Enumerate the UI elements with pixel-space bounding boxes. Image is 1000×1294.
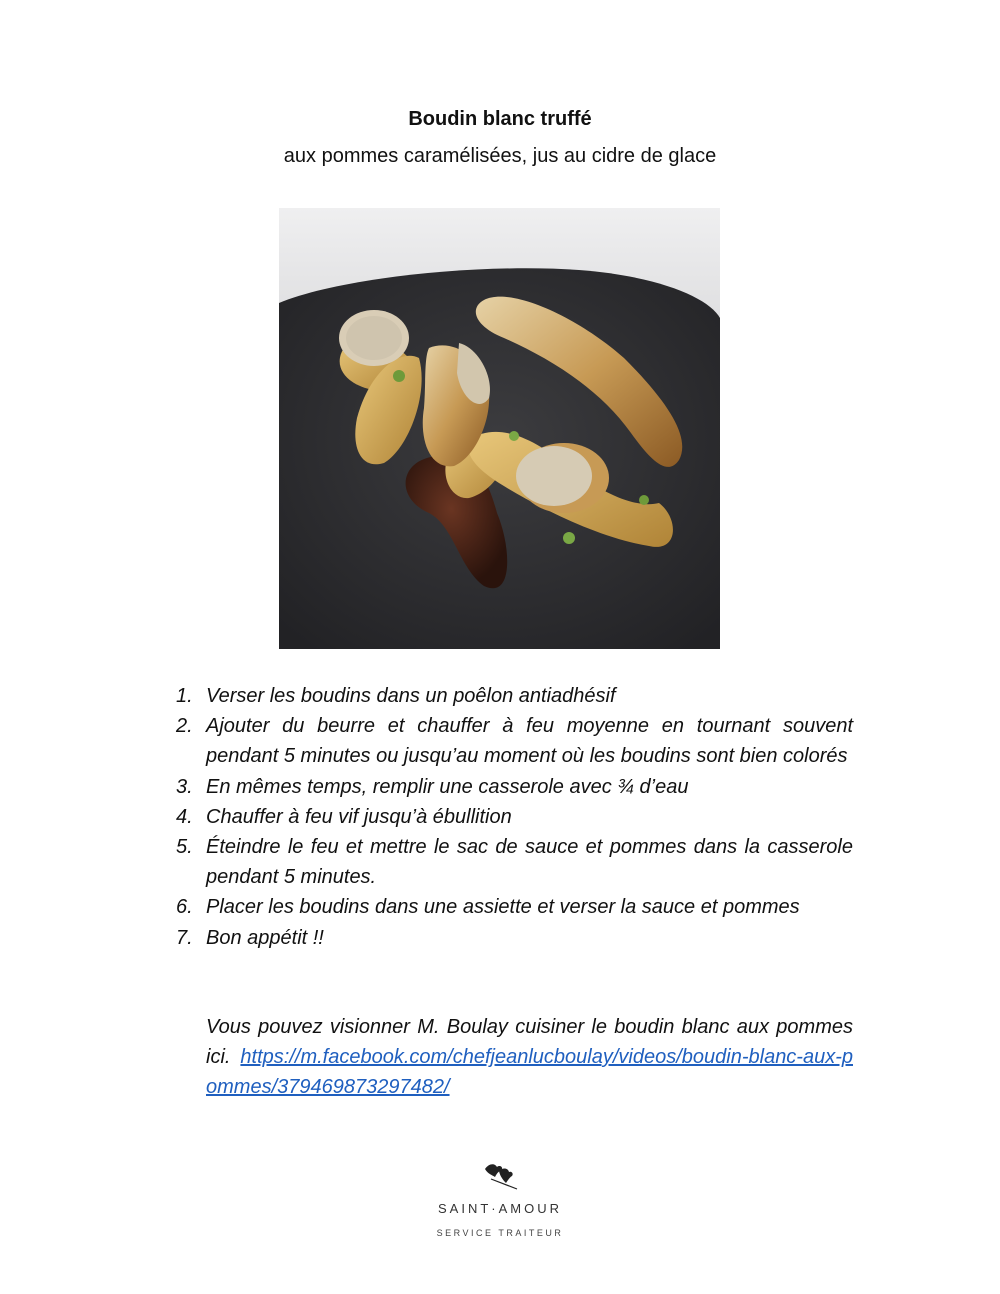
step-text: Chauffer à feu vif jusqu’à ébullition — [206, 805, 512, 828]
video-note — [206, 1012, 853, 1103]
step-item — [176, 711, 853, 771]
step-text: Bon appétit !! — [206, 926, 324, 949]
step-text: Placer les boudins dans une assiette et verser la sauce et pommes — [206, 896, 800, 919]
recipe-steps — [176, 681, 853, 953]
step-text: Ajouter du beurre et chauffer à feu moyenne en tournant souvent pendant 5 minutes ou jusqu’au moment où les boudins sont bien colorés — [206, 715, 853, 768]
step-item — [176, 802, 853, 832]
recipe-subtitle: aux pommes caramélisées, jus au cidre de glace — [283, 145, 717, 167]
recipe-title: Boudin blanc truffé — [408, 108, 592, 130]
step-item — [176, 892, 853, 922]
step-number: 6. — [176, 896, 193, 919]
plated-boudin-blanc-photo — [279, 208, 720, 649]
step-number: 2. — [176, 715, 193, 738]
video-link[interactable]: https://m.facebook.com/chefjeanlucboulay/videos/boudin-blanc-aux-pommes/379469873297482/ — [206, 1046, 853, 1099]
step-text: En mêmes temps, remplir une casserole avec ¾ d’eau — [206, 775, 689, 798]
step-item — [176, 923, 853, 953]
step-item — [176, 772, 853, 802]
step-item — [176, 681, 853, 711]
brand-subtitle: SERVICE TRAITEUR — [436, 1228, 564, 1238]
step-number: 4. — [176, 805, 193, 828]
step-number: 7. — [176, 926, 193, 949]
birds-logo-icon — [477, 1157, 523, 1193]
video-note-text: Vous pouvez visionner M. Boulay cuisiner le boudin blanc aux pommes ici. — [206, 1016, 853, 1069]
step-item — [176, 832, 853, 892]
step-number: 3. — [176, 775, 193, 798]
brand-name: SAINT·AMOUR — [438, 1201, 562, 1216]
step-number: 5. — [176, 836, 193, 859]
step-number: 1. — [176, 685, 193, 707]
step-text: Verser les boudins dans un poêlon antiadhésif — [206, 685, 616, 707]
step-text: Éteindre le feu et mettre le sac de sauce et pommes dans la casserole pendant 5 minutes. — [206, 836, 853, 889]
